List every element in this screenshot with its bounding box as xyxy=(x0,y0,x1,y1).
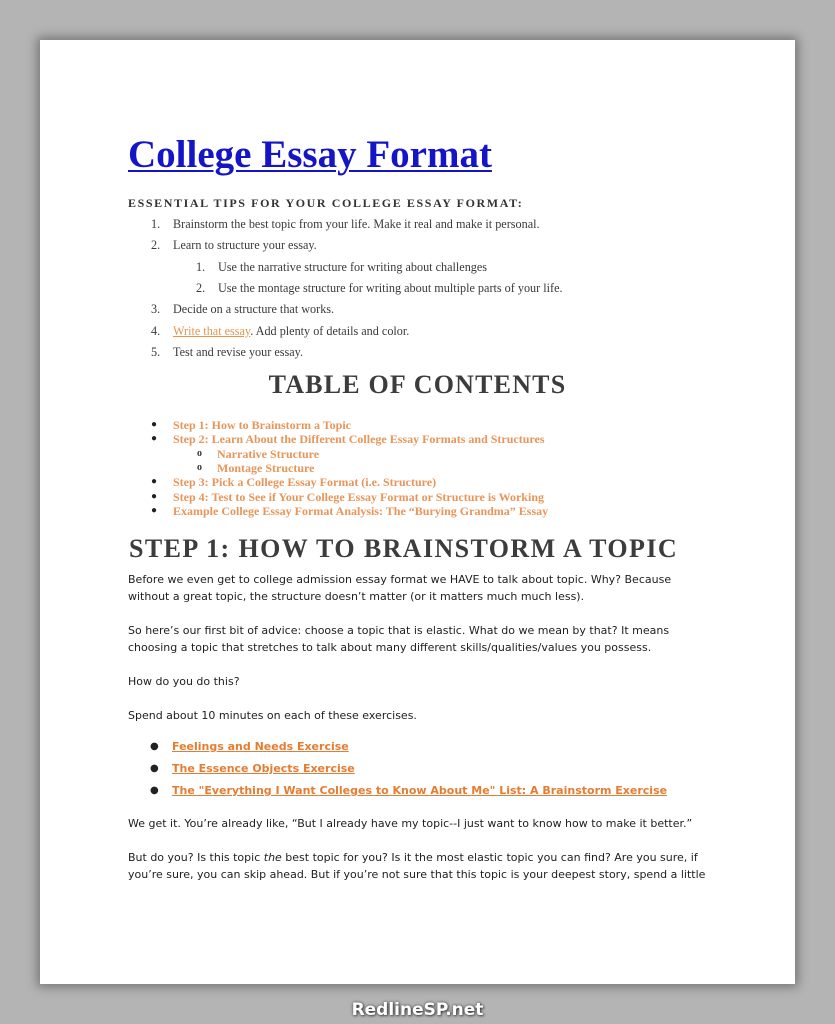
tip-subitem xyxy=(196,260,487,275)
tip-text: Use the narrative structure for writing about challenges xyxy=(218,260,488,274)
tip-item xyxy=(151,345,303,360)
tip-number: 1. xyxy=(196,260,206,274)
tip-number: 2. xyxy=(196,281,206,295)
tip-item xyxy=(151,302,334,317)
exercise-link-essence[interactable]: ● The Essence Objects Exercise xyxy=(150,762,355,775)
paragraph-4: Spend about 10 minutes on each of these exercises. xyxy=(128,709,417,722)
bullet-icon: ● xyxy=(151,419,158,430)
toc-heading: TABLE OF CONTENTS xyxy=(268,370,567,399)
write-essay-link[interactable]: Write that essay xyxy=(173,324,251,338)
toc-link-montage[interactable]: o Montage Structure xyxy=(197,461,315,475)
toc-link-step3[interactable]: ● Step 3: Pick a College Essay Format (i.e. Structure) xyxy=(151,475,437,489)
paragraph-5: We get it. You’re already like, “But I already have my topic--I just want to know how to make it better.” xyxy=(128,817,693,830)
tip-text: Use the montage structure for writing about multiple parts of your life. xyxy=(218,281,563,295)
document-page xyxy=(40,40,795,984)
toc-link-narrative[interactable]: o Narrative Structure xyxy=(197,447,320,461)
watermark: RedlineSP.net xyxy=(351,1000,484,1020)
tip-number: 4. xyxy=(151,324,161,338)
bullet-icon: ● xyxy=(150,785,159,796)
circle-bullet-icon: o xyxy=(197,448,202,459)
bullet-icon: ● xyxy=(151,491,158,502)
tips-heading: ESSENTIAL TIPS FOR YOUR COLLEGE ESSAY FORMAT: xyxy=(128,196,524,210)
bullet-icon: ● xyxy=(151,505,158,516)
paragraph-3: How do you do this? xyxy=(128,675,240,688)
paragraph-2: So here’s our first bit of advice: choose a topic that is elastic. What do we mean by that? It means choosing a topic that stretches to talk about many different skills/qualities/values you possess. xyxy=(128,624,670,654)
step1-heading: STEP 1: HOW TO BRAINSTORM A TOPIC xyxy=(129,534,679,563)
exercise-link-everything[interactable]: ● The "Everything I Want Colleges to Know About Me" List: A Brainstorm Exercise xyxy=(150,784,668,797)
tip-text: Decide on a structure that works. xyxy=(173,302,335,316)
tip-item xyxy=(151,238,317,253)
toc-link-step2[interactable]: ● Step 2: Learn About the Different College Essay Formats and Structures xyxy=(151,432,545,446)
toc-link-step4[interactable]: ● Step 4: Test to See if Your College Essay Format or Structure is Working xyxy=(151,490,544,504)
bullet-icon: ● xyxy=(150,741,159,752)
tip-item xyxy=(151,217,540,232)
toc-link-step1[interactable]: ● Step 1: How to Brainstorm a Topic xyxy=(151,418,352,432)
tip-text: Test and revise your essay. xyxy=(173,345,304,359)
tip-text: Learn to structure your essay. xyxy=(173,238,317,252)
circle-bullet-icon: o xyxy=(197,462,202,473)
tip-number: 3. xyxy=(151,302,161,316)
tip-number: 5. xyxy=(151,345,161,359)
page-title[interactable]: College Essay Format xyxy=(128,133,492,176)
bullet-icon: ● xyxy=(151,433,158,444)
tip-subitem xyxy=(196,281,563,296)
tip-number: 1. xyxy=(151,217,161,231)
tip-text: Brainstorm the best topic from your life. Make it real and make it personal. xyxy=(173,217,540,231)
bullet-icon: ● xyxy=(150,763,159,774)
tip-text: . Add plenty of details and color. xyxy=(250,324,410,338)
tip-number: 2. xyxy=(151,238,161,252)
exercise-link-feelings[interactable]: ● Feelings and Needs Exercise xyxy=(150,740,349,753)
tip-item xyxy=(151,324,409,339)
paragraph-1: Before we even get to college admission essay format we HAVE to talk about topic. Why? Because without a great topic, the structure doesn’t matter (or it matters much much less). xyxy=(128,573,672,603)
paragraph-6: But do you? Is this topic the best topic for you? Is it the most elastic topic you can find? Are you sure, if you’re sure, you can skip ahead. But if you’re not sure that this topic is your deepest story, spend a little xyxy=(128,851,706,881)
toc-link-example[interactable]: ● Example College Essay Format Analysis: The “Burying Grandma” Essay xyxy=(151,504,549,518)
bullet-icon: ● xyxy=(151,476,158,487)
